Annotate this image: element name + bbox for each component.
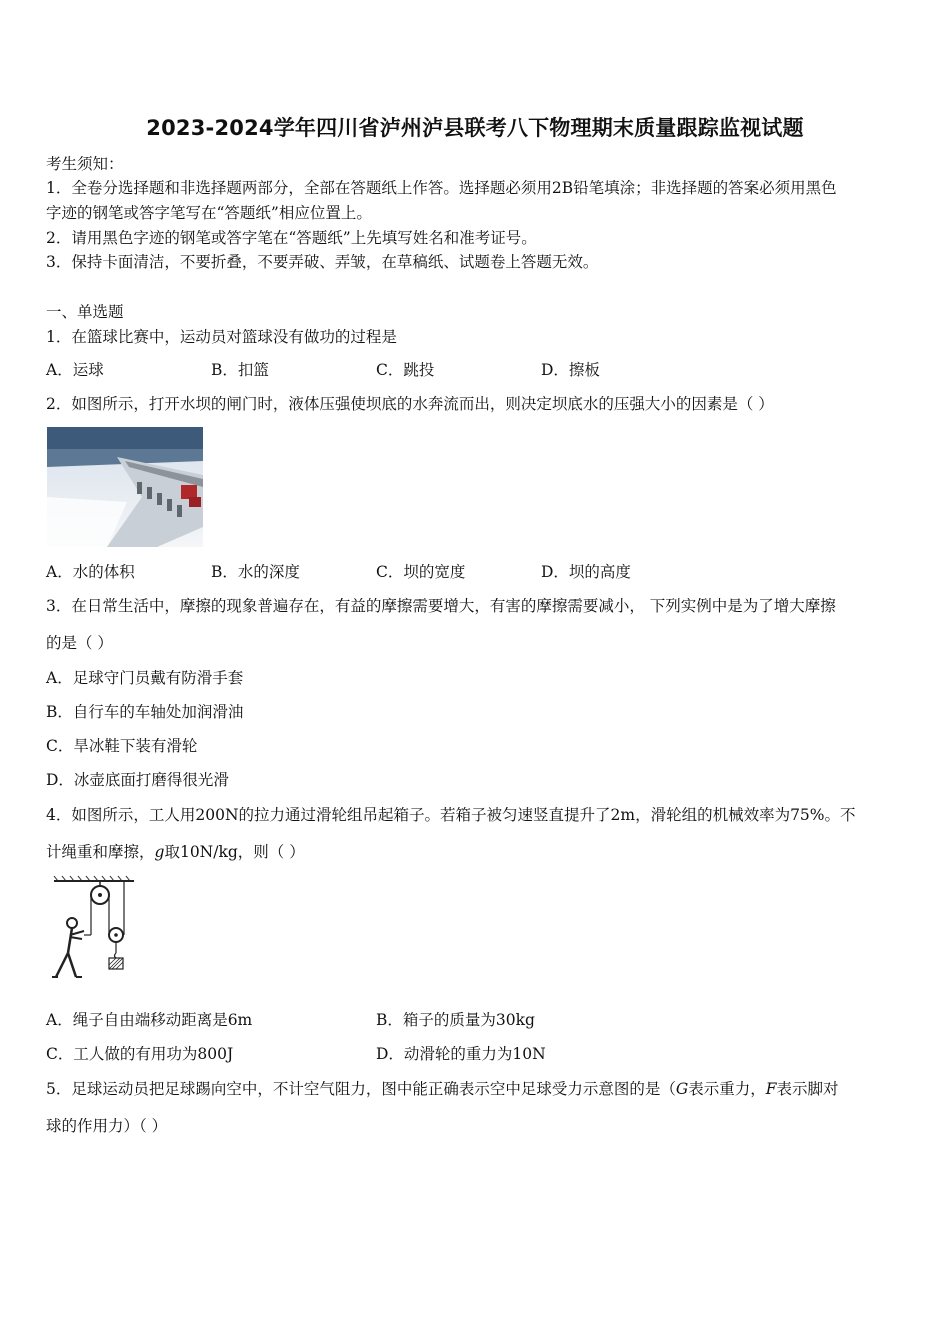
question-5-stem-line-2: 球的作用力）（ ） bbox=[46, 1117, 168, 1135]
question-3-stem-line-2: 的是（ ） bbox=[46, 634, 113, 652]
option-b: B．水的深度 bbox=[211, 563, 300, 581]
notice-item-1-line-1: 1．全卷分选择题和非选择题两部分，全部在答题纸上作答。选择题必须用2B铅笔填涂；非选择题的答案必须用黑色 bbox=[46, 179, 837, 197]
stem-text: 计绳重和摩擦， bbox=[46, 843, 155, 861]
question-4-options-row-2 bbox=[46, 1044, 706, 1064]
question-1-options bbox=[46, 360, 706, 380]
question-3-option-d: D．冰壶底面打磨得很光滑 bbox=[46, 771, 229, 789]
option-c: C．跳投 bbox=[376, 361, 435, 379]
question-4-stem-line-1: 4．如图所示，工人用200N的拉力通过滑轮组吊起箱子。若箱子被匀速竖直提升了2m，滑轮组的机械效率为75%。不 bbox=[46, 806, 856, 824]
question-3-option-a: A．足球守门员戴有防滑手套 bbox=[46, 669, 244, 687]
question-4-options-row-1 bbox=[46, 1010, 706, 1030]
stem-text: 表示脚对 bbox=[776, 1080, 839, 1098]
question-1-stem: 1．在篮球比赛中，运动员对篮球没有做功的过程是 bbox=[46, 328, 397, 346]
symbol-g: G bbox=[675, 1080, 689, 1098]
option-d: D．擦板 bbox=[541, 361, 600, 379]
question-4-stem-line-2 bbox=[46, 842, 305, 862]
option-b: B．扣篮 bbox=[211, 361, 269, 379]
symbol-f: F bbox=[765, 1080, 777, 1098]
stem-text: 表示重力， bbox=[688, 1080, 766, 1098]
dam-photo bbox=[47, 427, 203, 547]
notice-item-3: 3．保持卡面清洁，不要折叠，不要弄破、弄皱，在草稿纸、试题卷上答题无效。 bbox=[46, 253, 599, 271]
option-a: A．运球 bbox=[46, 361, 104, 379]
question-2-stem: 2．如图所示，打开水坝的闸门时，液体压强使坝底的水奔流而出，则决定坝底水的压强大小的因素是（ ） bbox=[46, 395, 774, 413]
option-a: A．绳子自由端移动距离是6m bbox=[46, 1011, 253, 1029]
stem-text: 5．足球运动员把足球踢向空中，不计空气阻力，图中能正确表示空中足球受力示意图的是（ bbox=[46, 1080, 676, 1098]
option-a: A．水的体积 bbox=[46, 563, 135, 581]
option-c: C．坝的宽度 bbox=[376, 563, 466, 581]
notice-item-2: 2．请用黑色字迹的钢笔或答字笔在“答题纸”上先填写姓名和准考证号。 bbox=[46, 229, 537, 247]
option-c: C．工人做的有用功为800J bbox=[46, 1045, 234, 1063]
question-5-stem-line-1 bbox=[46, 1079, 839, 1099]
question-2-options bbox=[46, 562, 706, 582]
pulley-diagram bbox=[46, 873, 142, 985]
section-heading: 一、单选题 bbox=[46, 303, 124, 321]
notice-item-1-line-2: 字迹的钢笔或答字笔写在“答题纸”相应位置上。 bbox=[46, 204, 372, 222]
stem-text: 取10N/kg，则（ ） bbox=[164, 843, 305, 861]
question-3-option-c: C．旱冰鞋下装有滑轮 bbox=[46, 737, 198, 755]
exam-title: 2023-2024学年四川省泸州泸县联考八下物理期末质量跟踪监视试题 bbox=[146, 116, 804, 140]
question-3-option-b: B．自行车的车轴处加润滑油 bbox=[46, 703, 244, 721]
option-d: D．坝的高度 bbox=[541, 563, 631, 581]
option-b: B．箱子的质量为30kg bbox=[376, 1011, 535, 1029]
question-3-stem-line-1: 3．在日常生活中，摩擦的现象普遍存在，有益的摩擦需要增大，有害的摩擦需要减小， 下列实例中是为了增大摩擦 bbox=[46, 597, 836, 615]
notice-heading: 考生须知： bbox=[46, 155, 124, 173]
symbol-g: g bbox=[154, 843, 165, 861]
option-d: D．动滑轮的重力为10N bbox=[376, 1045, 546, 1063]
